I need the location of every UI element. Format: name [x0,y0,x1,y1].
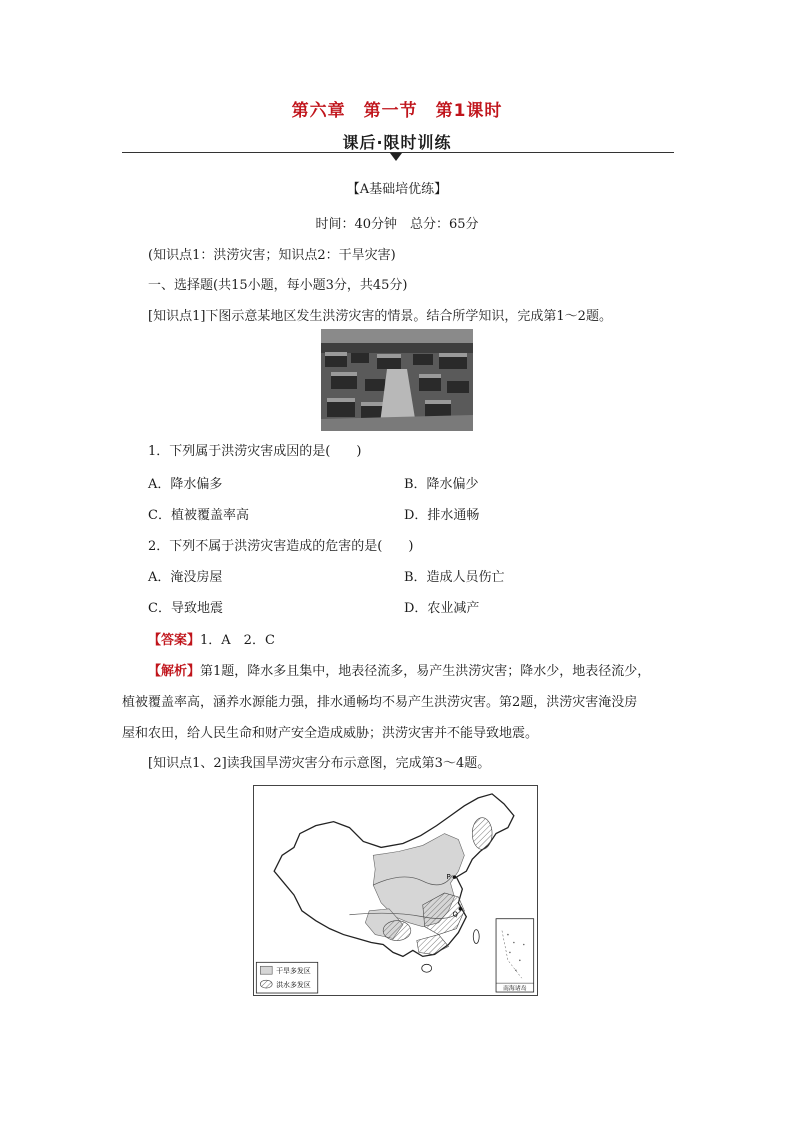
group1-intro: [知识点1]下图示意某地区发生洪涝灾害的情景。结合所学知识，完成第1～2题。 [148,309,612,324]
label-p: P [446,873,451,882]
analysis-line-3: 屋和农田，给人民生命和财产安全造成威胁；洪涝灾害并不能导致地震。 [122,726,539,741]
time-info: 时间：40分钟 总分：65分 [315,217,479,232]
q2-option-c: C．导致地震 [148,601,223,616]
flood-photo [321,329,473,431]
q2-option-b: B．造成人员伤亡 [404,570,505,585]
answer-label: 【答案】 [148,633,201,648]
china-disaster-map [253,785,538,996]
page-subtitle: 课后·限时训练 [342,133,452,152]
q1-option-b: B．降水偏少 [404,477,479,492]
point-q [459,907,463,911]
south-sea-inset [496,919,534,992]
title-rule-marker [390,153,402,161]
inset-label: 南海诸岛 [502,985,527,993]
answer-text: 1．A 2．C [200,633,275,648]
q2-option-d: D．农业减产 [404,601,480,616]
section-label: 【A基础培优练】 [346,182,448,197]
analysis-text-1: 第1题，降水多且集中，地表径流多，易产生洪涝灾害；降水少，地表径流少， [200,664,651,679]
knowledge-points: (知识点1：洪涝灾害；知识点2：干旱灾害) [148,248,396,263]
analysis-line-1 [148,660,650,679]
taiwan [473,930,479,944]
analysis-line-2: 植被覆盖率高，涵养水源能力强，排水通畅均不易产生洪涝灾害。第2题，洪涝灾害淹没房 [122,695,638,710]
label-q: Q [452,910,458,919]
group2-intro: [知识点1、2]读我国旱涝灾害分布示意图，完成第3～4题。 [148,756,491,771]
q1-option-a: A．降水偏多 [148,477,223,492]
hainan [422,964,432,972]
q1-option-d: D．排水通畅 [404,508,480,523]
analysis-label: 【解析】 [148,664,201,679]
flood-zone-southwest [383,921,411,941]
legend-drought-swatch [260,966,272,974]
page-title: 第六章 第一节 第1课时 [291,101,503,121]
point-p [453,875,457,879]
q2-option-a: A．淹没房屋 [148,570,223,585]
answer-line [148,629,275,648]
q1-option-c: C．植被覆盖率高 [148,508,249,523]
legend-flood-label: 洪水多发区 [276,981,311,990]
legend-flood-swatch [260,980,272,988]
flood-zone-northeast [472,818,492,850]
legend-drought-label: 干旱多发区 [276,967,311,976]
q2-stem: 2．下列不属于洪涝灾害造成的危害的是( ) [148,539,414,554]
part-heading: 一、选择题(共15小题，每小题3分，共45分) [148,278,408,293]
q1-stem: 1．下列属于洪涝灾害成因的是( ) [148,444,362,459]
